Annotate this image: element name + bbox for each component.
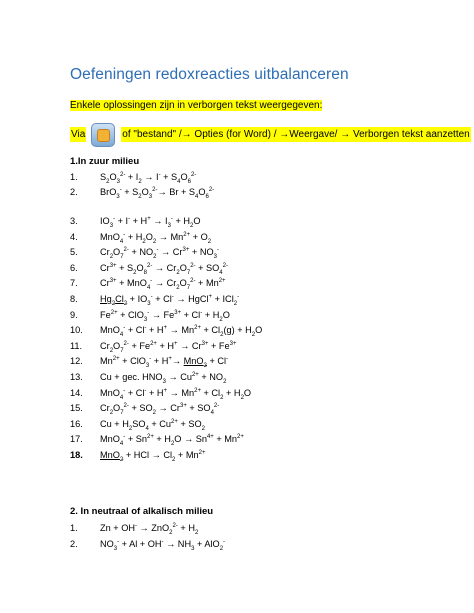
- exercise-item: [70, 523, 198, 536]
- reaction-equation: $Hg_2Cl_2 + IO_3^- + Cl^-$ → HgCl+ + ICl$_2$-: [100, 294, 240, 307]
- exercise-number: 16.: [70, 418, 83, 429]
- exercise-number: 13.: [70, 372, 83, 382]
- exercise-number: 8.: [70, 294, 78, 304]
- reaction-equation: $Cr_2O_7^{2-} + NO_2^- \to Cr^{3+} + NO_3^-$: [100, 247, 219, 261]
- exercise-item: [70, 372, 226, 385]
- reaction-equation: $Cu + H_2SO_4 + Cu^{2+} + SO_2$: [100, 418, 205, 432]
- section-heading-acid: 1.In zuur milieu: [70, 156, 140, 167]
- exercise-number: 11.: [70, 340, 83, 351]
- exercise-number: 9.: [70, 309, 78, 320]
- exercise-item: [70, 419, 205, 432]
- office-button-icon: [91, 123, 115, 147]
- exercise-number: 7.: [70, 278, 78, 289]
- exercise-item: [70, 294, 239, 307]
- exercise-item: [70, 263, 228, 276]
- exercise-item: [70, 403, 219, 416]
- reaction-equation: $MnO_4^- + Cl^- + H^+ \to Mn^{2+} + Cl_2(g) + H_2O$: [100, 325, 263, 339]
- exercise-number: 18.: [70, 450, 83, 460]
- exercise-number: 2.: [70, 539, 78, 549]
- exercise-number: 6.: [70, 262, 78, 273]
- exercise-item: [70, 450, 205, 463]
- reaction-equation: $IO_3^- + I^- + H^+ \to I_3^- + H_2O$: [100, 216, 201, 229]
- reaction-equation: $Cr_2O_7^{2-} + SO_2 \to Cr^{3+} + SO_4^{2-}$: [100, 403, 220, 417]
- reaction-equation: $MnO_4^- + Sn^{2+} + H_2O \to Sn^{4+} + Mn^{2+}$: [100, 434, 244, 448]
- exercise-item: [70, 278, 226, 291]
- exercise-item: [70, 310, 230, 323]
- exercise-item: [70, 187, 214, 200]
- reaction-equation: $NO_3^- + Al + OH^- \to NH_3 + AlO_2^-$: [100, 539, 226, 552]
- exercise-number: 15.: [70, 403, 83, 414]
- exercise-item: [70, 356, 228, 369]
- exercise-number: 4.: [70, 231, 78, 242]
- reaction-equation: $S_2O_3^{2-} + I_2 \to I^- + S_4O_6^{2-}$: [100, 172, 197, 185]
- exercise-item: [70, 232, 211, 245]
- reaction-equation: $Cr^{3+} + MnO_4^- \to Cr_2O_7^{2-} + Mn^{2+}$: [100, 278, 226, 292]
- exercise-item: [70, 341, 236, 354]
- exercise-number: 12.: [70, 356, 83, 367]
- reaction-equation: MnO$_2$ + HCl → $Cl_2 + Mn^{2+}$: [100, 450, 206, 463]
- exercise-number: 1.: [70, 172, 78, 182]
- reaction-equation: $Mn^{2+} + ClO_3^- + H^+\to MnO_2 + Cl^-$: [100, 356, 229, 370]
- reaction-equation: $Fe^{2+} + ClO_3^- \to Fe^{3+} + Cl^- + H_2O$: [100, 309, 230, 323]
- reaction-equation: $Cr^{3+} + S_2O_8^{2-} \to Cr_2O_7^{2-} + SO_4^{2-}$: [100, 262, 228, 276]
- exercise-number: 1.: [70, 523, 78, 533]
- exercise-number: 14.: [70, 387, 83, 398]
- page-title: Oefeningen redoxreacties uitbalanceren: [70, 66, 349, 83]
- reaction-equation: $Cr_2O_7^{2-} + Fe^{2+} + H^+ \to Cr^{3+} + Fe^{3+}$: [100, 340, 237, 354]
- exercise-item: [70, 388, 251, 401]
- reaction-equation: $Zn + OH^- \to ZnO_2^{2-} + H_2$: [100, 523, 199, 536]
- exercise-number: 2.: [70, 187, 78, 197]
- exercise-number: 17.: [70, 434, 83, 445]
- exercise-item: [70, 539, 225, 552]
- exercise-item: [70, 216, 201, 229]
- section-heading-alkaline: 2. In neutraal of alkalisch milieu: [70, 506, 214, 517]
- hidden-text-note: Enkele oplossingen zijn in verborgen tekst weergegeven:: [70, 100, 323, 111]
- exercise-number: 5.: [70, 247, 78, 258]
- via-label: Via: [71, 129, 86, 140]
- reaction-equation: Cu + gec. $HNO_3 \to Cu^{2+} + NO_2$: [100, 372, 227, 385]
- exercise-number: 3.: [70, 216, 78, 226]
- exercise-number: 10.: [70, 325, 83, 336]
- reaction-equation: $MnO_4^- + Cl^- + H^+ \to Mn^{2+} + Cl_2 + H_2O$: [100, 387, 252, 401]
- hidden-text-instruction: [70, 123, 471, 147]
- exercise-item: [70, 247, 219, 260]
- exercise-item: [70, 172, 196, 185]
- exercise-item: [70, 434, 244, 447]
- reaction-equation: $BrO_3^- + S_2O_3^{2-}\to Br + S_4O_6^{2-}$: [100, 187, 215, 200]
- reaction-equation: $MnO_4^- + H_2O_2 \to Mn^{2+} + O_2$: [100, 231, 212, 245]
- via-instruction: of "bestand" /→ Opties (for Word) / →Weergave/ → Verborgen tekst aanzetten: [122, 129, 470, 140]
- exercise-item: [70, 325, 262, 338]
